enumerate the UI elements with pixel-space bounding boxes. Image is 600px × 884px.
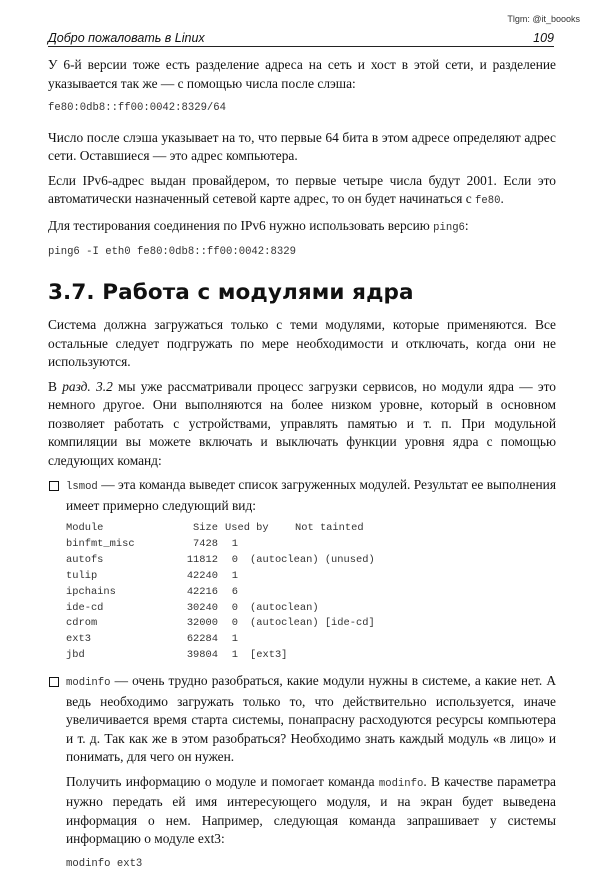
running-header bbox=[48, 28, 554, 47]
table-row: binfmt_misc 7428 1 bbox=[66, 537, 238, 550]
checkbox-bullet-icon bbox=[49, 481, 59, 491]
table-row: tulip 42240 1 bbox=[66, 569, 238, 582]
section-reference: разд. 3.2 bbox=[62, 378, 113, 394]
code-line: modinfo ext3 bbox=[66, 857, 143, 870]
list-item: lsmod — эта команда выведет список загруженных модулей. Результат ее выполнения имеет примерно следующий вид: bbox=[48, 476, 556, 515]
table-row: ide-cd 30240 0 (autoclean) bbox=[66, 601, 319, 614]
paragraph: Для тестирования соединения по IPv6 нужно использовать версию ping6: bbox=[48, 217, 469, 234]
table-row: autofs 11812 0 (autoclean) (unused) bbox=[66, 553, 375, 566]
section-heading: 3.7. Работа с модулями ядра bbox=[48, 279, 414, 305]
inline-code: lsmod bbox=[66, 481, 98, 493]
paragraph: В разд. 3.2 мы уже рассматривали процесс загрузки сервисов, но модули ядра — это немного другое. Они выполняются на более низком уровне, который в основном позволяет работать с устройствами, управлять памятью и т. п. При модульной компиляции вы можете включать и выключать функции уровня ядра с помощью следующих команд: bbox=[48, 378, 556, 468]
table-header-row: Module Size Used by Not tainted bbox=[66, 522, 364, 534]
chapter-title: Добро пожаловать в Linux bbox=[48, 31, 205, 45]
paragraph: Система должна загружаться только с теми модулями, которые применяются. Все остальные следует подгружать по мере необходимости и отключать, когда они не используются. bbox=[48, 317, 556, 369]
lsmod-output-table bbox=[66, 521, 556, 664]
page-number: 109 bbox=[533, 31, 554, 45]
inline-code: fe80 bbox=[475, 195, 501, 207]
paragraph: Число после слэша указывает на то, что первые 64 бита в этом адресе определяют адрес сети. Оставшиеся — это адрес компьютера. bbox=[48, 129, 556, 163]
checkbox-bullet-icon bbox=[49, 677, 59, 687]
code-line: ping6 -I eth0 fe80:0db8::ff00:0042:8329 bbox=[48, 246, 296, 258]
channel-watermark: Tlgm: @it_boooks bbox=[507, 14, 580, 24]
table-row: cdrom 32000 0 (autoclean) [ide-cd] bbox=[66, 617, 375, 630]
table-row: jbd 39804 1 [ext3] bbox=[66, 649, 288, 662]
code-line: fe80:0db8::ff00:0042:8329/64 bbox=[48, 102, 227, 114]
paragraph: Если IPv6-адрес выдан провайдером, то первые четыре числа будут 2001. Если это автоматически назначенный сетевой карте адрес, то он будет начинаться с fe80. bbox=[48, 172, 556, 207]
inline-code: ping6 bbox=[433, 221, 465, 234]
paragraph: У 6-й версии тоже есть разделение адреса на сеть и хост в этой сети, и разделение указывается так же — с помощью числа после слэша: bbox=[48, 57, 556, 91]
inline-code: modinfo bbox=[66, 677, 111, 690]
paragraph: Получить информацию о модуле и помогает команда modinfo. В качестве параметра нужно передать ей имя интересующего модуля, и на экран будет выведена информация о нем. Например, следующая команда запрашивает у системы информацию о модуле ext3: bbox=[66, 773, 556, 847]
inline-code: modinfo bbox=[378, 777, 424, 790]
list-item: modinfo — очень трудно разобраться, какие модули нужны в системе, а какие нет. А ведь необходимо загружать только то, что действительно используется, иначе увеличивается время старта системы, понапрасну расходуются ресурсы компьютера и т. д. Так как же в этом разобраться? Необходимо знать каждый модуль «в лицо» и понимать, для чего он нужен. bbox=[48, 672, 556, 767]
table-row: ext3 62284 1 bbox=[66, 633, 238, 646]
page-body bbox=[48, 56, 556, 884]
table-row: ipchains 42216 6 bbox=[66, 585, 238, 598]
